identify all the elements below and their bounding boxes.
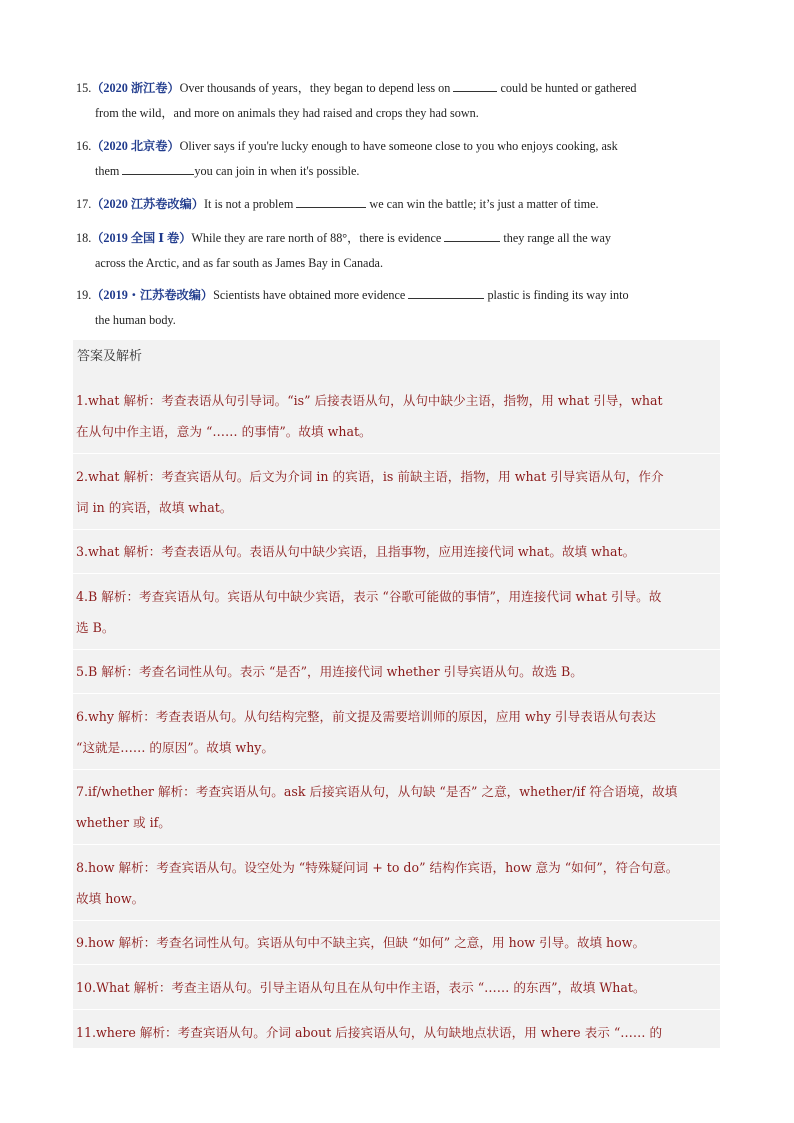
answer-blank[interactable]: [408, 284, 484, 299]
question-text-line2: the human body.: [95, 313, 176, 327]
question-source: （2020 江苏卷改编）: [91, 197, 204, 211]
answer-divider: [73, 964, 722, 965]
answer-item-3: [76, 536, 736, 567]
answer-divider: [73, 453, 722, 454]
question-source: （2019 全国 Ⅰ 卷）: [91, 231, 192, 245]
question-text: It is not a problem: [203, 197, 297, 211]
question-text: While they are rare north of 88°，there is evidence: [191, 231, 445, 245]
answer-divider: [73, 920, 722, 921]
question-text: them: [95, 164, 123, 178]
answer-divider: [73, 769, 722, 770]
question-text: we can win the battle; it’s just a matter of time.: [366, 197, 599, 211]
question-text: could be hunted or gathered: [497, 81, 637, 95]
answer-line: whether 或 if。: [76, 815, 171, 830]
question-16: [76, 134, 726, 184]
answer-item-9: [76, 927, 736, 958]
answer-line: 8.how 解析：考查宾语从句。设空处为 “特殊疑问词 + to do” 结构作宾语，how 意为 “如何”，符合句意。: [76, 860, 679, 875]
question-source: （2020 浙江卷）: [91, 81, 180, 95]
answer-line: 词 in 的宾语，故填 what。: [76, 500, 233, 515]
answer-blank[interactable]: [122, 160, 194, 175]
answer-line: 11.where 解析：考查宾语从句。介词 about 后接宾语从句，从句缺地点状语，用 where 表示 “…… 的: [76, 1025, 663, 1040]
question-17: [76, 192, 726, 217]
answer-item-4: [76, 581, 736, 643]
answer-line: 3.what 解析：考查表语从句。表语从句中缺少宾语，且指事物，应用连接代词 what。故填 what。: [76, 544, 636, 559]
answer-line: 2.what 解析：考查宾语从句。后文为介词 in 的宾语，is 前缺主语，指物，用 what 引导宾语从句，作介: [76, 469, 664, 484]
answer-line: 6.why 解析：考查表语从句。从句结构完整，前文提及需要培训师的原因，应用 why 引导表语从句表达: [76, 709, 656, 724]
question-text: Oliver says if you're lucky enough to have someone close to you who enjoys cooking, ask: [179, 139, 618, 153]
question-text: they range all the way: [500, 231, 611, 245]
answer-item-11: [76, 1017, 736, 1048]
answer-item-6: [76, 701, 736, 763]
answer-line: 故填 how。: [76, 891, 145, 906]
answer-line: 选 B。: [76, 620, 115, 635]
question-text: Over thousands of years，they began to depend less on: [179, 81, 454, 95]
answer-blank[interactable]: [296, 193, 366, 208]
answer-line: 5.B 解析：考查名词性从句。表示 “是否”，用连接代词 whether 引导宾语从句。故选 B。: [76, 664, 583, 679]
question-text-line2: across the Arctic, and as far south as James Bay in Canada.: [95, 256, 384, 270]
question-source: （2019・江苏卷改编）: [91, 288, 214, 302]
answer-item-5: [76, 656, 736, 687]
question-text: plastic is finding its way into: [484, 288, 629, 302]
question-18: [76, 226, 726, 276]
question-text-line2: from the wild，and more on animals they had raised and crops they had sown.: [95, 106, 479, 120]
question-number: 16.: [76, 139, 92, 153]
answer-line: 4.B 解析：考查宾语从句。宾语从句中缺少宾语，表示 “谷歌可能做的事情”，用连接代词 what 引导。故: [76, 589, 662, 604]
answer-divider: [73, 844, 722, 845]
question-number: 18.: [76, 231, 92, 245]
answer-item-1: [76, 385, 736, 447]
answer-divider: [73, 1009, 722, 1010]
answer-divider: [73, 529, 722, 530]
answer-divider: [73, 693, 722, 694]
answer-line: 在从句中作主语，意为 “…… 的事情”。故填 what。: [76, 424, 372, 439]
answer-divider: [73, 573, 722, 574]
answer-line: 1.what 解析：考查表语从句引导词。“is” 后接表语从句，从句中缺少主语，指物，用 what 引导，what: [76, 393, 663, 408]
answer-blank[interactable]: [444, 227, 500, 242]
question-15: [76, 76, 726, 126]
answers-title: 答案及解析: [77, 349, 143, 364]
question-number: 19.: [76, 288, 92, 302]
answer-item-8: [76, 852, 736, 914]
answer-item-10: [76, 972, 736, 1003]
answer-blank[interactable]: [453, 77, 497, 92]
question-text: you can join in when it's possible.: [194, 164, 360, 178]
answer-divider: [73, 649, 722, 650]
answer-item-7: [76, 776, 736, 838]
answer-line: 9.how 解析：考查名词性从句。宾语从句中不缺主宾，但缺 “如何” 之意，用 how 引导。故填 how。: [76, 935, 646, 950]
question-text: Scientists have obtained more evidence: [213, 288, 409, 302]
question-number: 17.: [76, 197, 92, 211]
question-number: 15.: [76, 81, 92, 95]
answers-section: [73, 340, 720, 1048]
answer-item-2: [76, 461, 736, 523]
question-text-line2: [76, 159, 726, 184]
question-19: [76, 283, 726, 333]
answer-line: 10.What 解析：考查主语从句。引导主语从句且在从句中作主语，表示 “…… 的东西”，故填 What。: [76, 980, 646, 995]
answer-line: 7.if/whether 解析：考查宾语从句。ask 后接宾语从句，从句缺 “是否” 之意，whether/if 符合语境，故填: [76, 784, 678, 799]
answer-line: “这就是…… 的原因”。故填 why。: [76, 740, 275, 755]
question-source: （2020 北京卷）: [91, 139, 180, 153]
